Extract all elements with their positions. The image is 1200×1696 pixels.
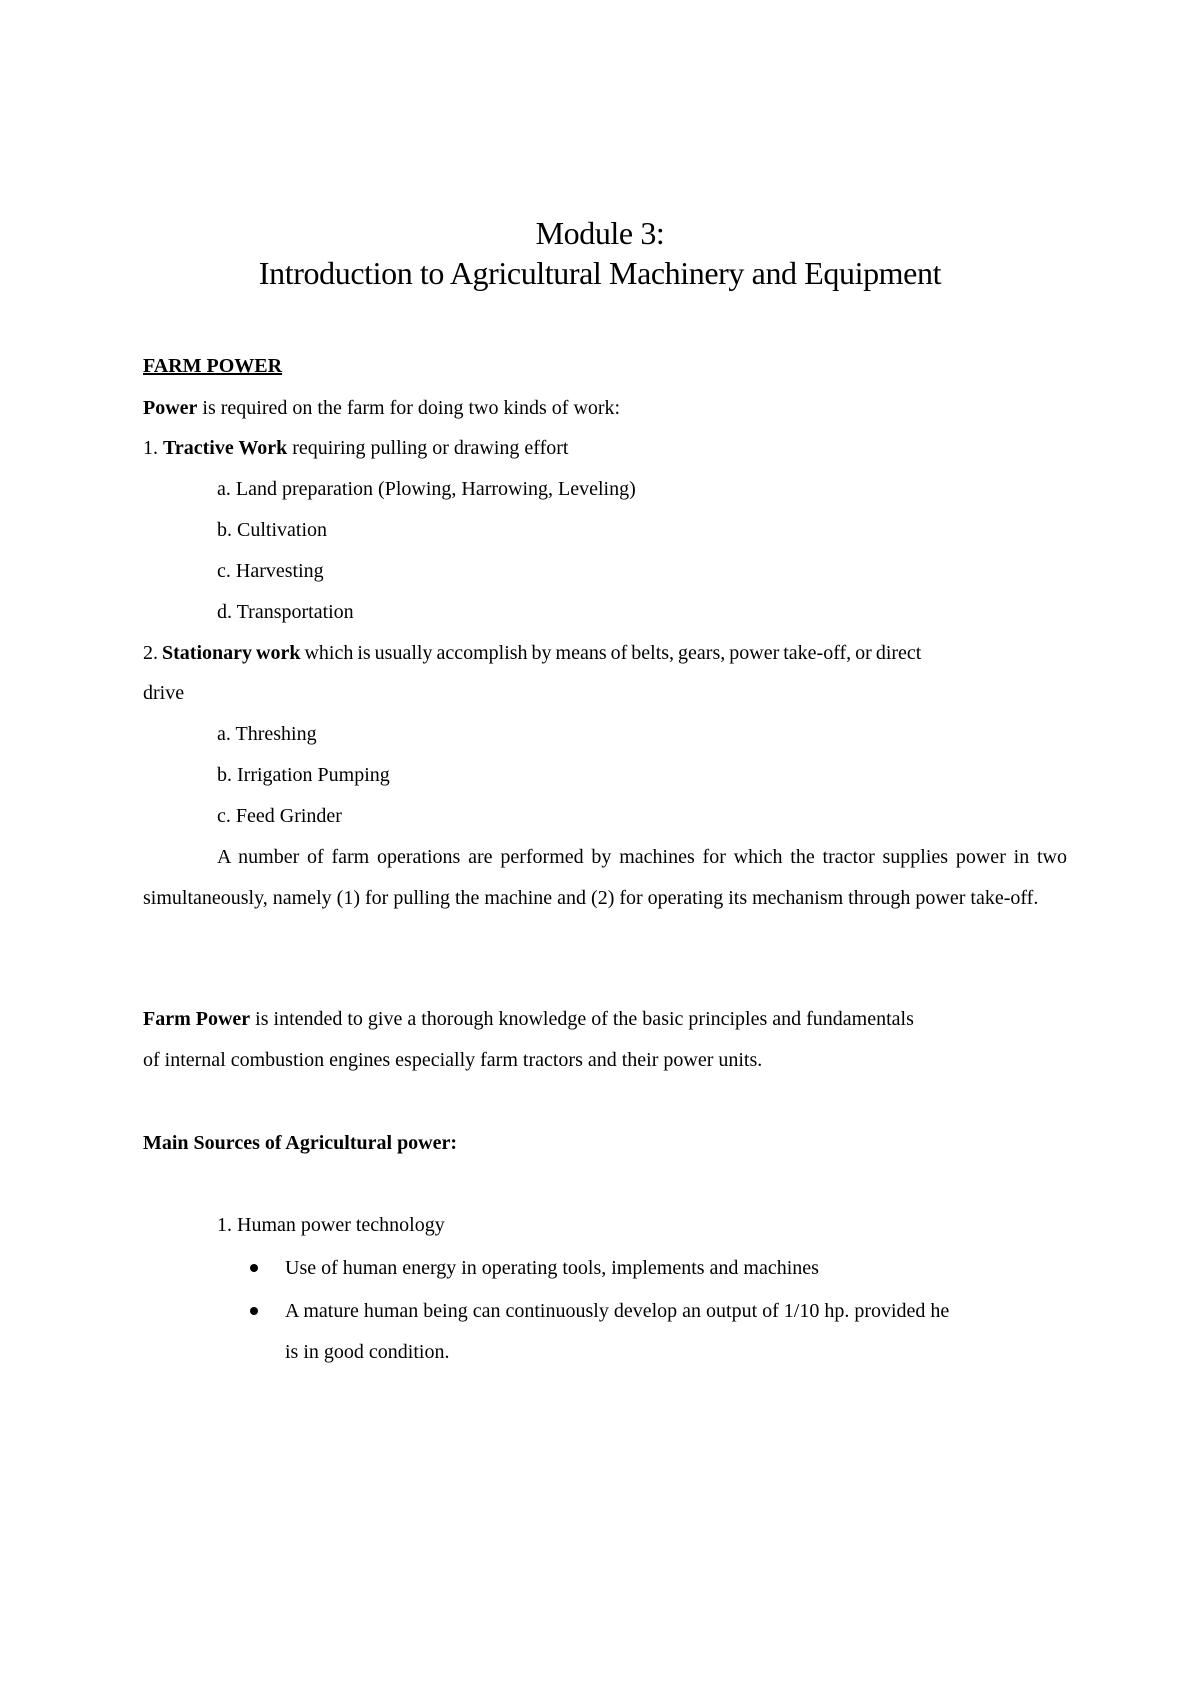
tractive-work-text: requiring pulling or drawing effort xyxy=(287,437,569,459)
farm-power-heading: FARM POWER xyxy=(143,355,283,377)
bullet-item: A mature human being can continuously develop an output of 1/10 hp. provided he xyxy=(285,1300,950,1322)
power-intro-text: is required on the farm for doing two kinds of work: xyxy=(197,397,621,419)
list-item: b. Cultivation xyxy=(217,519,327,541)
operations-paragraph: A number of farm operations are performed by machines for which the tractor supplies power in two simultaneously, namely (1) for pulling the machine and (2) for operating its mechanism through power take-off. xyxy=(143,846,1067,909)
item-number: 2. xyxy=(143,642,162,664)
module-title: Module 3: xyxy=(535,215,665,251)
power-intro xyxy=(143,396,620,420)
farm-power-definition-line2: of internal combustion engines especially farm tractors and their power units. xyxy=(143,1049,763,1071)
stationary-work-term: Stationary work xyxy=(162,642,301,664)
bullet-icon xyxy=(250,1307,258,1315)
list-item: c. Feed Grinder xyxy=(217,805,342,827)
stationary-work-item xyxy=(143,641,921,665)
farm-power-term: Farm Power xyxy=(143,1008,251,1030)
farm-power-definition-line1 xyxy=(143,1007,914,1031)
main-sources-heading: Main Sources of Agricultural power: xyxy=(143,1132,458,1154)
power-term: Power xyxy=(143,397,198,419)
list-item: a. Land preparation (Plowing, Harrowing, Leveling) xyxy=(217,478,636,500)
bullet-icon xyxy=(250,1264,258,1272)
bullet-item-continuation: is in good condition. xyxy=(285,1341,450,1363)
list-item: c. Harvesting xyxy=(217,560,324,582)
list-item: b. Irrigation Pumping xyxy=(217,764,390,786)
stationary-work-text: which is usually accomplish by means of belts, gears, power take-off, or direct xyxy=(300,642,922,664)
farm-power-definition-text: is intended to give a thorough knowledge of the basic principles and fundamentals xyxy=(250,1008,914,1030)
module-subtitle: Introduction to Agricultural Machinery and Equipment xyxy=(258,255,942,291)
tractive-work-item xyxy=(143,436,568,460)
item-number: 1. xyxy=(143,437,163,459)
list-item: d. Transportation xyxy=(217,601,354,623)
list-item: a. Threshing xyxy=(217,723,317,745)
tractive-work-term: Tractive Work xyxy=(163,437,288,459)
human-power-item: 1. Human power technology xyxy=(217,1214,445,1236)
bullet-item: Use of human energy in operating tools, implements and machines xyxy=(285,1257,819,1279)
stationary-work-continuation: drive xyxy=(143,682,185,704)
